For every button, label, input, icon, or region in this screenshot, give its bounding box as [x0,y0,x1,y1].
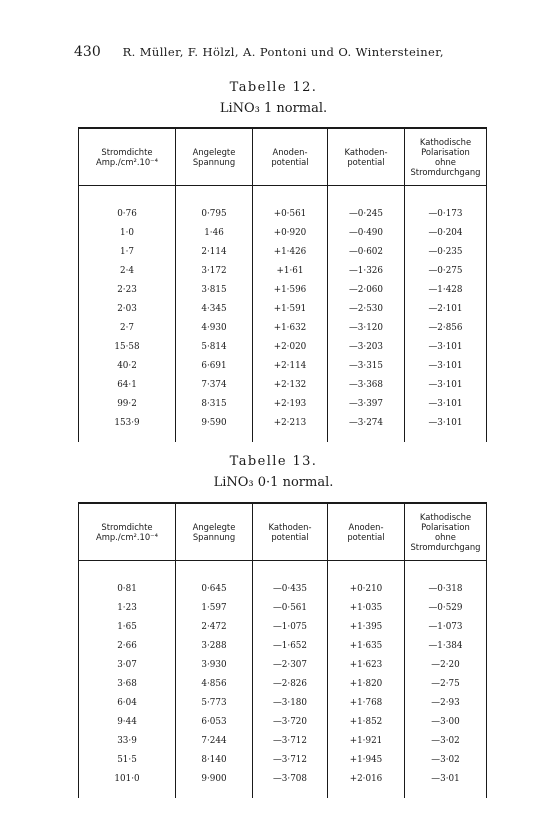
table-cell: —3·120 [328,318,405,337]
table-cell: +1·591 [253,299,328,318]
table-cell: —3·00 [405,712,487,731]
table-spacer-cell [253,561,328,580]
table-cell: 40·2 [79,356,176,375]
table-cell: —0·204 [405,223,487,242]
table-cell: —1·384 [405,636,487,655]
table-cell: —0·561 [253,598,328,617]
table-cell: —2·060 [328,280,405,299]
table-cell: +1·632 [253,318,328,337]
table-cell: 1·65 [79,617,176,636]
table-row [79,375,487,394]
table-spacer-cell [253,186,328,205]
table-row [79,280,487,299]
table-cell: 2·114 [176,242,253,261]
table-cell: 0·795 [176,204,253,223]
table-cell: —3·203 [328,337,405,356]
table-spacer-row [79,432,487,442]
table-cell: —2·20 [405,655,487,674]
table-cell: 2·03 [79,299,176,318]
table-cell: 3·07 [79,655,176,674]
table-spacer-cell [79,788,176,798]
table-cell: 4·345 [176,299,253,318]
table-13-subtitle: LiNO₃ 0·1 normal. [213,475,334,490]
table-cell: —0·173 [405,204,487,223]
table-cell: —2·75 [405,674,487,693]
table-cell: 0·645 [176,579,253,598]
table-cell: —3·02 [405,731,487,750]
table-cell: 3·288 [176,636,253,655]
table-cell: —3·101 [405,413,487,432]
table-cell: +1·61 [253,261,328,280]
table-cell: +1·635 [328,636,405,655]
table-spacer-cell [176,432,253,442]
table-cell: +2·213 [253,413,328,432]
table-cell: 1·7 [79,242,176,261]
table-cell: 3·815 [176,280,253,299]
table-spacer-cell [328,561,405,580]
table-cell: —2·307 [253,655,328,674]
table-row [79,413,487,432]
table-cell: —0·602 [328,242,405,261]
table13-column-header: Angelegte Spannung [176,503,253,561]
table-cell: —0·318 [405,579,487,598]
table-cell: —3·274 [328,413,405,432]
table-cell: 8·140 [176,750,253,769]
table-spacer-cell [405,186,487,205]
table-row [79,223,487,242]
table-cell: —2·530 [328,299,405,318]
table-cell: —3·315 [328,356,405,375]
table-cell: 6·04 [79,693,176,712]
table-spacer-cell [328,186,405,205]
table-row [79,242,487,261]
table-cell: —2·826 [253,674,328,693]
table-cell: +1·820 [328,674,405,693]
table-spacer-row [79,186,487,205]
table-row [79,261,487,280]
table-cell: —3·712 [253,750,328,769]
table-cell: 101·0 [79,769,176,788]
table12-column-header: Angelegte Spannung [176,128,253,186]
table-row [79,318,487,337]
table-cell: +0·561 [253,204,328,223]
table-cell: —3·368 [328,375,405,394]
table-cell: 8·315 [176,394,253,413]
table-cell: —3·02 [405,750,487,769]
table-spacer-cell [79,432,176,442]
table-row [79,655,487,674]
table-13 [78,502,487,798]
table-cell: —3·101 [405,356,487,375]
table-cell: +1·395 [328,617,405,636]
table-cell: —1·326 [328,261,405,280]
table-cell: 1·0 [79,223,176,242]
table-cell: 64·1 [79,375,176,394]
table-12-title: Tabelle 12. [229,80,318,95]
table12-column-header: Stromdichte Amp./cm².10⁻⁴ [79,128,176,186]
table-spacer-cell [405,788,487,798]
table-spacer-cell [328,432,405,442]
table13-column-header: Stromdichte Amp./cm².10⁻⁴ [79,503,176,561]
table-spacer-row [79,788,487,798]
running-head-authors: R. Müller, F. Hölzl, A. Pontoni und O. Wintersteiner, [122,45,444,59]
table-12-body [79,186,487,443]
table-cell: +1·768 [328,693,405,712]
table-cell: 3·930 [176,655,253,674]
table-cell: —3·101 [405,375,487,394]
table13-column-header: Anoden- potential [328,503,405,561]
table-cell: 99·2 [79,394,176,413]
table-cell: 2·66 [79,636,176,655]
table-cell: +0·210 [328,579,405,598]
table13-column-header: Kathodische Polarisation ohne Stromdurchgang [405,503,487,561]
table-cell: 1·46 [176,223,253,242]
table-cell: 2·7 [79,318,176,337]
table-cell: 6·691 [176,356,253,375]
table-cell: 5·773 [176,693,253,712]
table-row [79,617,487,636]
table-cell: —0·245 [328,204,405,223]
table-cell: —0·490 [328,223,405,242]
table-cell: +1·596 [253,280,328,299]
table-cell: 0·81 [79,579,176,598]
table-spacer-row [79,561,487,580]
table-spacer-cell [79,186,176,205]
table-cell: +1·945 [328,750,405,769]
table-cell: —1·073 [405,617,487,636]
table-cell: 7·374 [176,375,253,394]
table-spacer-cell [328,788,405,798]
page-number: 430 [74,44,101,60]
table-cell: —1·428 [405,280,487,299]
table-cell: +2·193 [253,394,328,413]
table-cell: 1·23 [79,598,176,617]
table-row [79,337,487,356]
table-cell: +1·035 [328,598,405,617]
table-cell: 9·590 [176,413,253,432]
table-cell: +2·016 [328,769,405,788]
table-cell: 3·68 [79,674,176,693]
table-row [79,636,487,655]
table-spacer-cell [405,561,487,580]
table-cell: +2·132 [253,375,328,394]
table-cell: +1·426 [253,242,328,261]
table-spacer-cell [253,788,328,798]
table-spacer-cell [176,186,253,205]
table-cell: —1·075 [253,617,328,636]
table-cell: 15·58 [79,337,176,356]
table-row [79,394,487,413]
table-cell: —0·275 [405,261,487,280]
table-cell: —3·101 [405,337,487,356]
table-cell: —2·93 [405,693,487,712]
table-row [79,579,487,598]
table-cell: 2·23 [79,280,176,299]
table-cell: —0·235 [405,242,487,261]
table-cell: +1·623 [328,655,405,674]
table-row [79,674,487,693]
table-13-header-row [79,503,487,561]
table-cell: +0·920 [253,223,328,242]
table12-column-header: Kathoden- potential [328,128,405,186]
table-cell: 0·76 [79,204,176,223]
table13-column-header: Kathoden- potential [253,503,328,561]
table-cell: 4·856 [176,674,253,693]
table-cell: —2·101 [405,299,487,318]
table-12-header-row [79,128,487,186]
table-cell: —3·180 [253,693,328,712]
table-row [79,769,487,788]
table-row [79,356,487,375]
table-row [79,598,487,617]
table-spacer-cell [405,432,487,442]
table-cell: 7·244 [176,731,253,750]
table-13-title: Tabelle 13. [229,454,318,469]
table-cell: +1·921 [328,731,405,750]
table-row [79,731,487,750]
table-cell: 1·597 [176,598,253,617]
table-cell: 2·4 [79,261,176,280]
table-cell: +2·020 [253,337,328,356]
table-cell: —3·397 [328,394,405,413]
table-spacer-cell [176,561,253,580]
table-cell: 153·9 [79,413,176,432]
table-cell: +2·114 [253,356,328,375]
table12-column-header: Kathodische Polarisation ohne Stromdurchgang [405,128,487,186]
table-cell: 9·44 [79,712,176,731]
table-cell: —1·652 [253,636,328,655]
table-spacer-cell [176,788,253,798]
table-spacer-cell [79,561,176,580]
table-spacer-cell [253,432,328,442]
table-cell: 9·900 [176,769,253,788]
table-cell: —3·720 [253,712,328,731]
table-cell: —2·856 [405,318,487,337]
table-cell: 51·5 [79,750,176,769]
table-cell: 6·053 [176,712,253,731]
table12-column-header: Anoden- potential [253,128,328,186]
table-12-subtitle: LiNO₃ 1 normal. [219,101,328,116]
table-cell: 3·172 [176,261,253,280]
table-row [79,750,487,769]
table-cell: —3·01 [405,769,487,788]
table-cell: —3·708 [253,769,328,788]
table-cell: 4·930 [176,318,253,337]
page-header [74,44,517,60]
table-cell: +1·852 [328,712,405,731]
table-cell: —3·101 [405,394,487,413]
table-12 [78,127,487,442]
table-row [79,712,487,731]
table-13-body [79,561,487,799]
table-row [79,299,487,318]
table-cell: —0·529 [405,598,487,617]
table-cell: 5·814 [176,337,253,356]
table-row [79,204,487,223]
table-row [79,693,487,712]
table-cell: 2·472 [176,617,253,636]
table-cell: —0·435 [253,579,328,598]
table-cell: —3·712 [253,731,328,750]
table-cell: 33·9 [79,731,176,750]
